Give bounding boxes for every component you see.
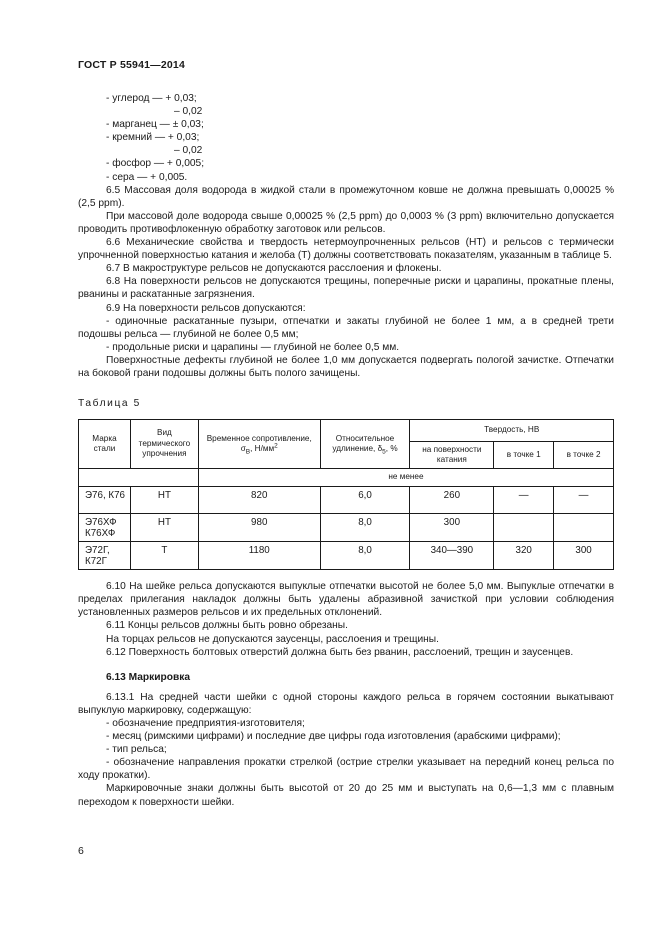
cell-treatment: НТ [130, 487, 198, 514]
paragraph-6-8: 6.8 На поверхности рельсов не допускаются трещины, поперечные риски и царапины, прокатные плены, рванины и раскатанные загрязнения. [78, 276, 614, 301]
list-item: - тип рельса; [106, 744, 167, 756]
section-heading: 6.13 Маркировка [106, 671, 190, 683]
header-strength: Временное сопротивление, $\sigma_В$, $Н/мм^2$ [198, 420, 320, 469]
cell-treatment: Т [130, 542, 198, 570]
paragraph-6-6: 6.6 Механические свойства и твердость нетермоупрочненных рельсов (НТ) и рельсов с термически упрочненной поверхностью катания и желоба (Т) должны соответствовать показателям, указанным в таблице 5. [78, 237, 614, 262]
paragraph-6-5-b: При массовой доле водорода свыше 0,00025 % (2,5 ppm) до 0,0003 % (3 ppm) включительно допускается проводить противофлокенную обработку заготовок или рельсов. [78, 210, 614, 235]
list-item: - углерод — + 0,03; [106, 93, 197, 104]
cell-elongation: 8,0 [320, 542, 410, 570]
cell-grade: Э76, К76 [79, 487, 131, 514]
paragraph-6-12: 6.12 Поверхность болтовых отверстий должна быть без рванин, расслоений, трещин и заусенцев. [106, 646, 574, 658]
cell-hardness-point-2: — [554, 487, 614, 514]
list-item-continuation: – 0,02 [174, 145, 203, 157]
cell-strength: 980 [198, 514, 320, 542]
header-hardness-surface: на поверхности катания [410, 442, 494, 469]
header-min: не менее [198, 469, 613, 487]
list-item: - обозначение направления прокатки стрелкой (острие стрелки указывает на передний конец рельса по ходу прокатки). [78, 757, 614, 782]
cell-hardness-surface: 340—390 [410, 542, 494, 570]
paragraph-6-9-b: - продольные риски и царапины — глубиной не более 0,5 мм. [106, 341, 400, 353]
cell-hardness-surface: 260 [410, 487, 494, 514]
paragraph-6-11-b: На торцах рельсов не допускаются заусенцы, расслоения и трещины. [106, 633, 439, 645]
paragraph-6-9-c: Поверхностные дефекты глубиной не более 1,0 мм допускается подвергать пологой зачистке. Отпечатки на боковой грани подошвы должны быть полого зачищены. [78, 354, 614, 379]
header-hardness-point-1: в точке 1 [494, 442, 554, 469]
cell-hardness-point-1: — [494, 487, 554, 514]
paragraph-6-9-a: - одиночные раскатанные пузыри, отпечатки и закаты глубиной не более 1 мм, а в средней трети подошвы рельса — глубиной не более 0,5 мм; [78, 315, 614, 340]
header-treatment: Вид термического упрочнения [130, 420, 198, 469]
paragraph-6-7: 6.7 В макроструктуре рельсов не допускаются расслоения и флокены. [106, 263, 442, 275]
header-blank [79, 469, 199, 487]
list-item: - кремний — + 0,03; [106, 132, 200, 144]
list-item: - марганец — ± 0,03; [106, 119, 204, 131]
list-item: - фосфор — + 0,005; [106, 158, 205, 170]
paragraph-6-5: 6.5 Массовая доля водорода в жидкой стали в промежуточном ковше не должна превышать 0,00025 % (2,5 ppm). [78, 184, 614, 209]
header-hardness: Твердость, НВ [410, 420, 614, 442]
paragraph-mark-size: Маркировочные знаки должны быть высотой от 20 до 25 мм и выступать на 0,6—1,3 мм с плавным переходом к поверхности шейки. [78, 783, 614, 808]
cell-grade: Э72Г, К72Г [79, 542, 131, 570]
paragraph-6-10: 6.10 На шейке рельса допускаются выпуклые отпечатки высотой не более 5,0 мм. Выпуклые отпечатки в пределах прилегания накладок должны быть удалены абразивной зачисткой при условии соблюдения установленных размеров рельсов и их предельных отклонений. [78, 581, 614, 619]
list-item: - сера — + 0,005. [106, 171, 188, 183]
cell-elongation: 8,0 [320, 514, 410, 542]
cell-treatment: НТ [130, 514, 198, 542]
cell-hardness-surface: 300 [410, 514, 494, 542]
cell-elongation: 6,0 [320, 487, 410, 514]
cell-strength: 820 [198, 487, 320, 514]
list-item-continuation: – 0,02 [174, 106, 203, 118]
cell-strength: 1180 [198, 542, 320, 570]
document-body [78, 92, 614, 809]
cell-hardness-point-1: 320 [494, 542, 554, 570]
table-5 [78, 419, 614, 570]
list-item: - обозначение предприятия-изготовителя; [106, 718, 305, 729]
paragraph-6-13-1: 6.13.1 На средней части шейки с одной стороны каждого рельса в горячем состоянии выкатывают выпуклую маркировку, содержащую: [78, 691, 614, 716]
header-elongation: Относительное удлинение, $\delta_5$, % [320, 420, 410, 469]
cell-hardness-point-2: 300 [554, 542, 614, 570]
page-number: 6 [78, 845, 84, 857]
cell-grade: Э76ХФ К76ХФ [79, 514, 131, 542]
cell-hardness-point-2 [554, 514, 614, 542]
list-item: - месяц (римскими цифрами) и последние две цифры года изготовления (арабскими цифрами); [106, 731, 561, 743]
paragraph-6-11: 6.11 Концы рельсов должны быть ровно обрезаны. [106, 620, 348, 632]
cell-hardness-point-1 [494, 514, 554, 542]
header-hardness-point-2: в точке 2 [554, 442, 614, 469]
table-caption: Таблица 5 [78, 398, 141, 410]
header-grade: Марка стали [79, 420, 131, 469]
document-header: ГОСТ Р 55941—2014 [78, 59, 186, 71]
paragraph-6-9: 6.9 На поверхности рельсов допускаются: [106, 302, 306, 314]
